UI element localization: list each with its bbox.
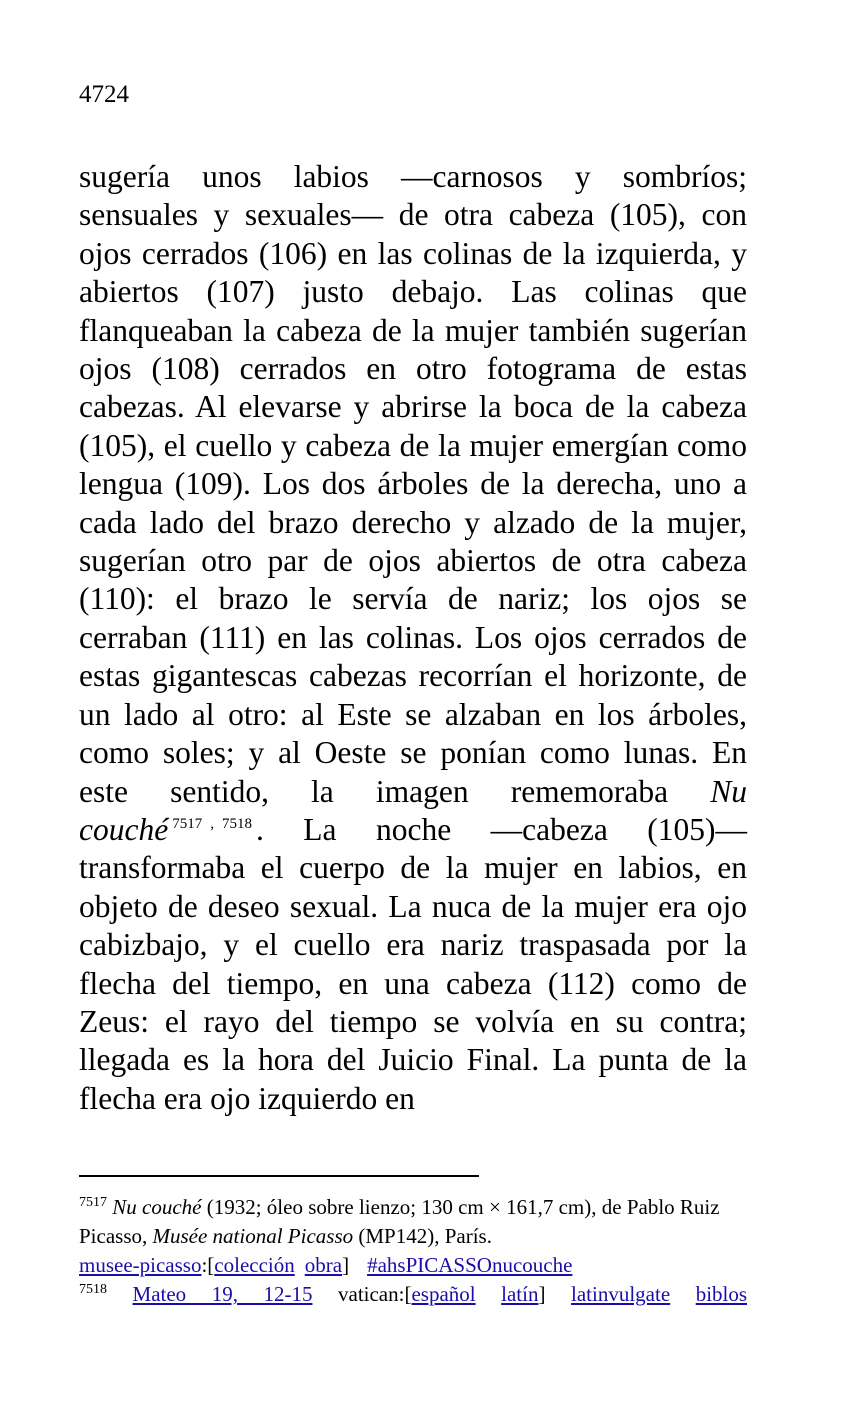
link-musee-picasso[interactable]: musee-picasso xyxy=(79,1253,202,1277)
footnotes xyxy=(79,1193,747,1309)
footnote-ref-7518[interactable] xyxy=(218,816,256,832)
footnote-details: (1932; óleo sobre lienzo; 130 cm × 161,7 cm), de Pablo Ruiz Picasso, xyxy=(79,1195,720,1248)
text-segment: . La noche —cabeza (105)— transformaba el cuerpo de la mujer en labios, en objeto de deseo sexual. La nuca de la mujer era ojo cabizbajo, y el cuello era nariz traspasada por la flecha del tiempo, en una cabeza (112) como de Zeus: el rayo del tiempo se volvía en su contra; llegada es la hora del Juicio Final. La punta de la flecha era ojo izquierdo en xyxy=(79,811,747,1116)
footnote-7518 xyxy=(79,1280,747,1309)
text-segment: sugería unos labios —carnosos y sombríos; sensuales y sexuales— de otra cabeza (105), con ojos cerrados (106) en las colinas de la izquierda, y abiertos (107) justo debajo. Las colinas que flanqueaban la cabeza de la mujer también sugerían ojos (108) cerrados en otro fotograma de estas cabezas. Al elevarse y abrirse la boca de la cabeza (105), el cuello y cabeza de la mujer emergían como lengua (109). Los dos árboles de la derecha, uno a cada lado del brazo derecho y alzado de la mujer, sugerían otro par de ojos abiertos de otra cabeza (110): el brazo le servía de nariz; los ojos se cerraban (111) en las colinas. Los ojos cerrados de estas gigantescas cabezas recorrían el horizonte, de un lado al otro: al Este se alzaban en los árboles, como soles; y al Oeste se ponían como lunas. En este sentido, la imagen rememoraba xyxy=(79,159,747,809)
footnote-divider xyxy=(79,1175,479,1177)
link-biblos[interactable]: biblos xyxy=(695,1282,748,1306)
bracket-open: :[ xyxy=(201,1253,215,1277)
bracket-close: ] xyxy=(538,1282,546,1306)
footnote-details-end: (MP142), París. xyxy=(353,1224,492,1248)
vatican-label: vatican:[ xyxy=(338,1282,412,1306)
link-latinvulgate[interactable]: latinvulgate xyxy=(571,1282,671,1306)
footnote-artwork-title: Nu couché xyxy=(112,1195,202,1219)
footnote-ref-number: 7517 xyxy=(172,815,203,832)
link-coleccion[interactable]: colección xyxy=(214,1253,295,1277)
link-latin[interactable]: latín xyxy=(501,1282,539,1306)
page-number: 4724 xyxy=(79,81,129,108)
bracket-close: ] xyxy=(342,1253,350,1277)
link-espanol[interactable]: español xyxy=(411,1282,476,1306)
main-text xyxy=(79,158,747,1118)
footnote-ref-7517[interactable] xyxy=(168,816,206,832)
footnote-7517 xyxy=(79,1193,747,1280)
link-hashtag[interactable]: #ahsPICASSOnucouche xyxy=(367,1253,573,1277)
footnote-ref-number: 7518 xyxy=(221,815,252,832)
link-obra[interactable]: obra xyxy=(304,1253,343,1277)
artwork-title: Nu couché xyxy=(79,773,747,847)
footnote-number: 7518 xyxy=(79,1282,107,1297)
footnote-museum: Musée national Picasso xyxy=(152,1224,354,1248)
link-mateo[interactable]: Mateo 19, 12-15 xyxy=(132,1282,313,1306)
footnote-ref-separator: , xyxy=(210,815,214,832)
footnote-number: 7517 xyxy=(79,1195,107,1210)
